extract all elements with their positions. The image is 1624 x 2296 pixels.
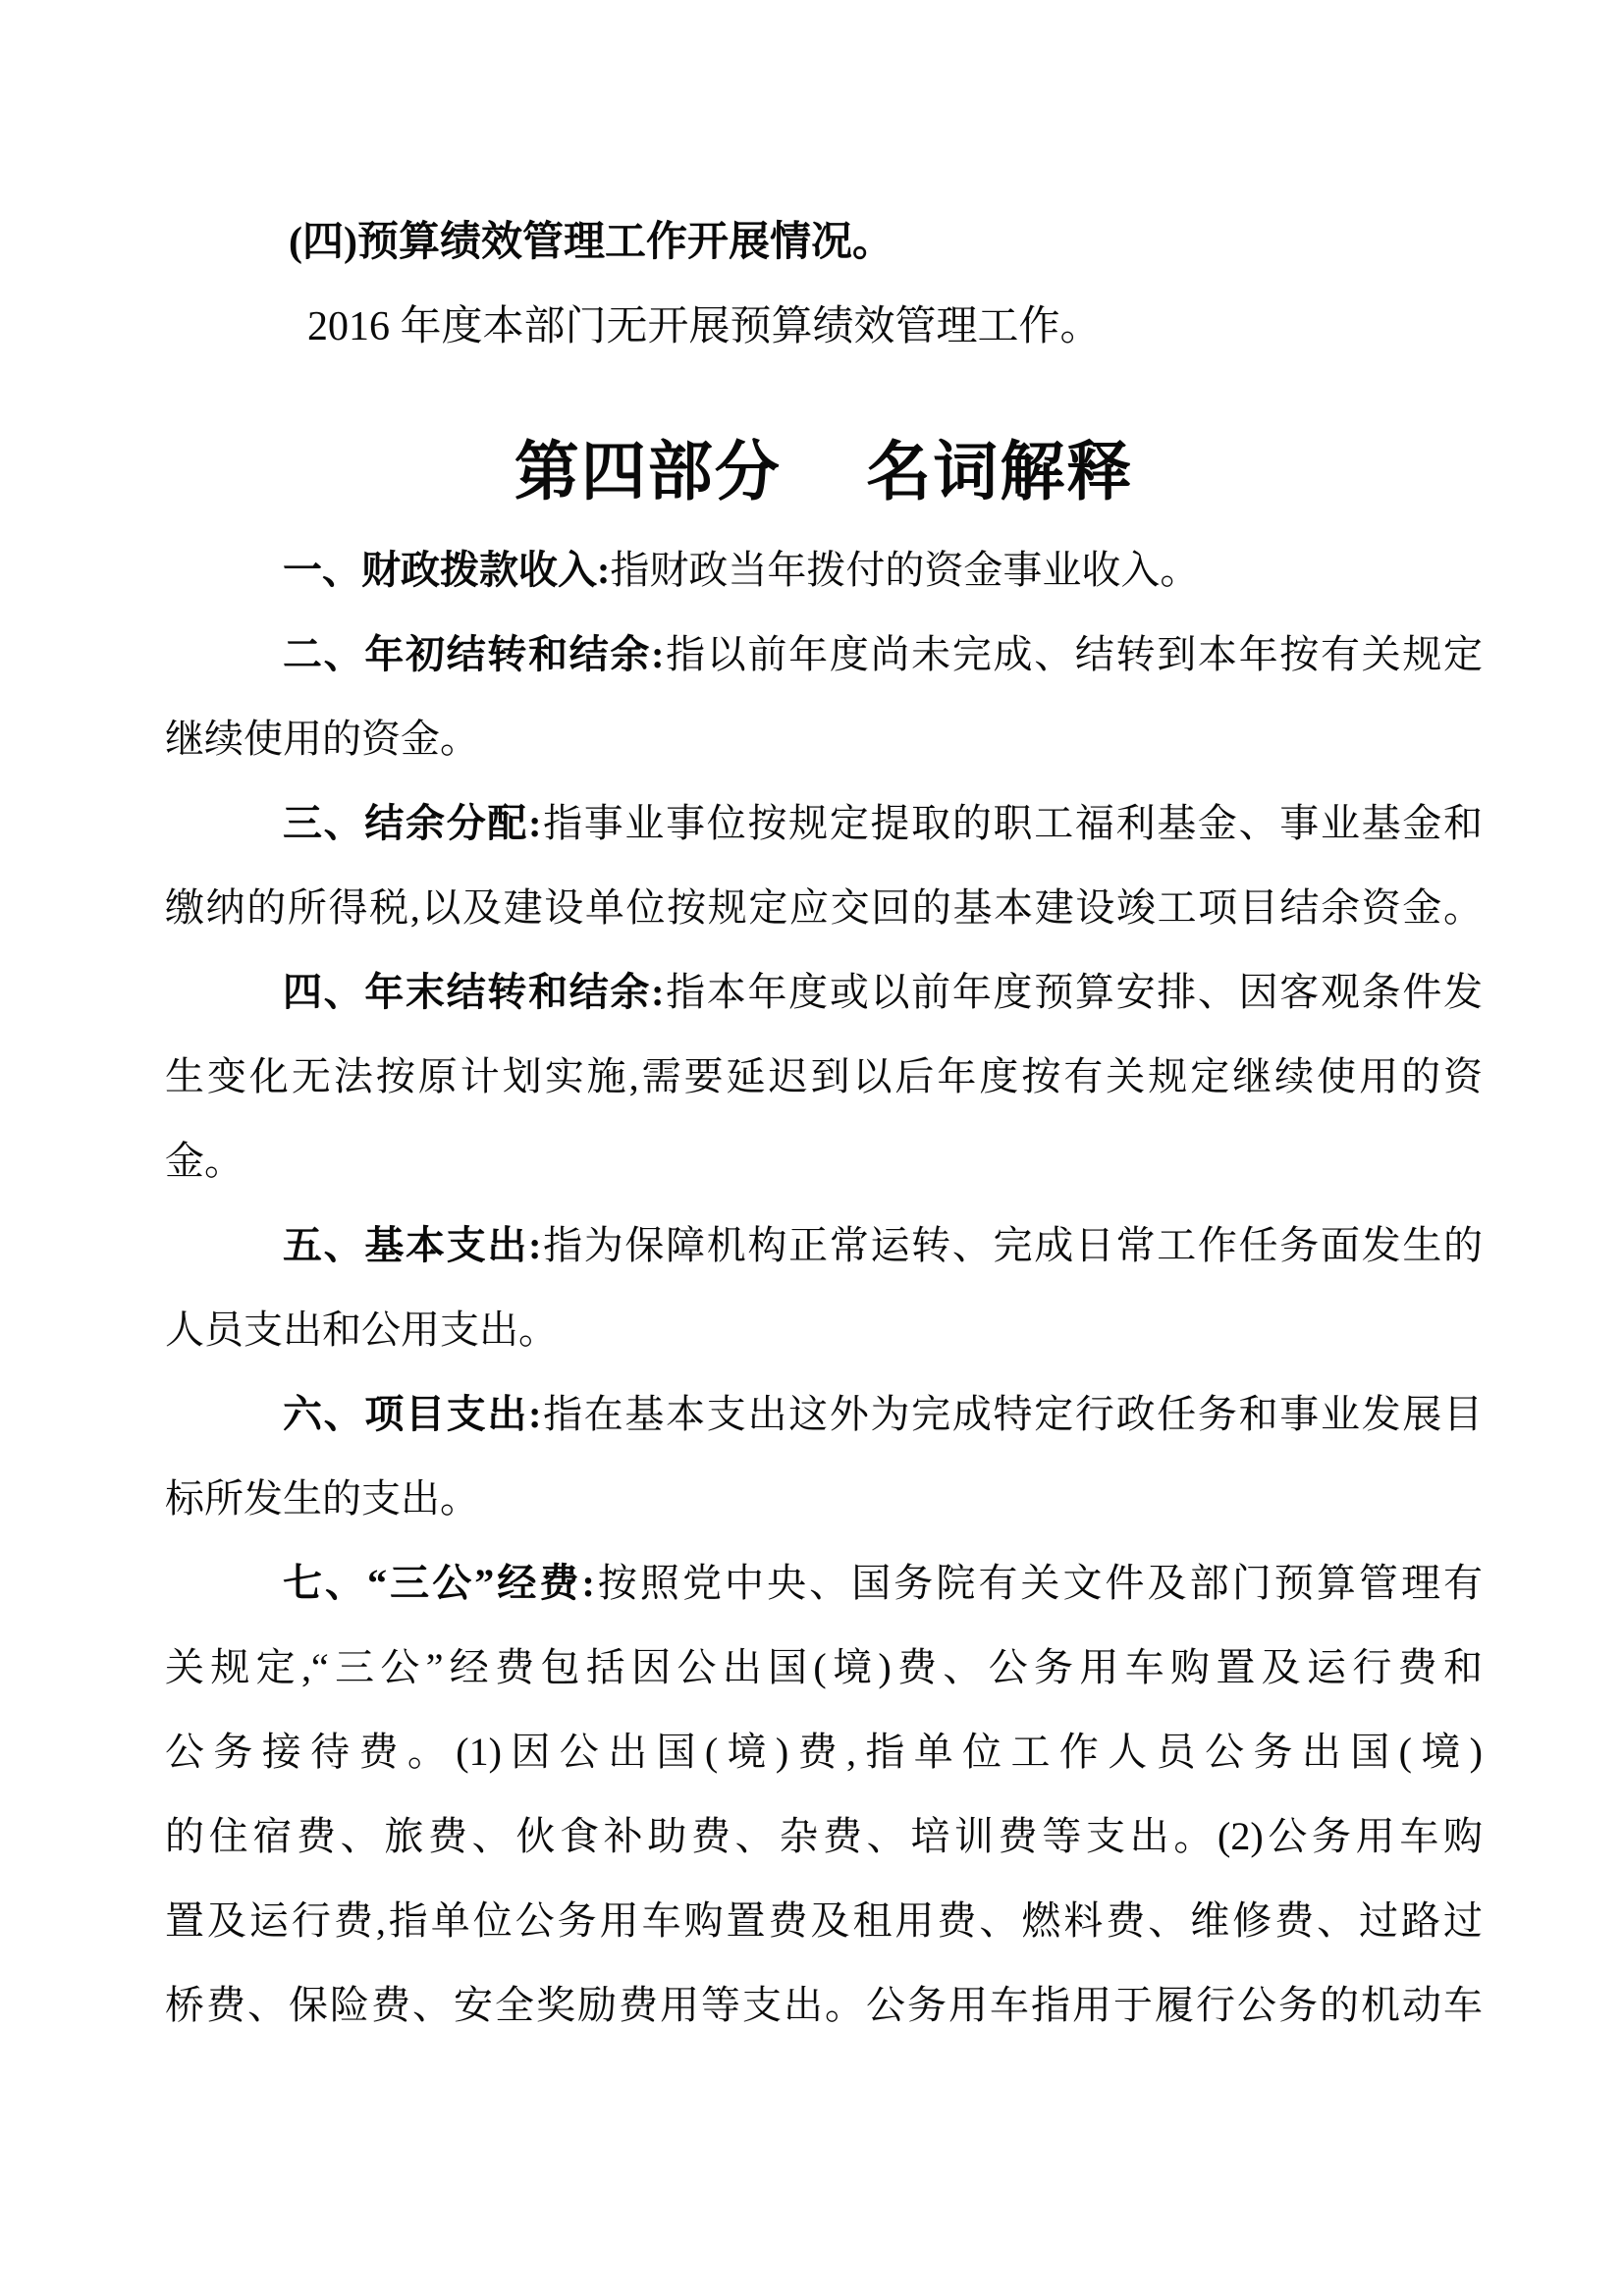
definition-paragraph-6 — [165, 1372, 1483, 1541]
definitions-list — [165, 528, 1483, 2048]
part-title: 第四部分 名词解释 — [514, 437, 1134, 508]
definition-term: 七、“三公”经费: — [283, 1561, 595, 1605]
subsection-heading: (四)预算绩效管理工作开展情况。 — [289, 220, 893, 265]
paragraph-line — [165, 950, 1483, 1035]
definition-paragraph-4 — [165, 950, 1483, 1203]
paragraph-line — [165, 1457, 1483, 1541]
definition-text: 置及运行费,指单位公务用车购置费及租用费、燃料费、维修费、过路过 — [165, 1898, 1483, 1943]
definition-text: 生变化无法按原计划实施,需要延迟到以后年度按有关规定继续使用的资 — [165, 1054, 1483, 1098]
paragraph-line — [165, 1963, 1483, 2048]
definition-text: 关规定,“三公”经费包括因公出国(境)费、公务用车购置及运行费和 — [165, 1645, 1483, 1689]
definition-text: 继续使用的资金。 — [165, 717, 479, 761]
definition-term: 六、项目支出: — [283, 1392, 542, 1436]
definition-text: 标所发生的支出。 — [165, 1476, 479, 1521]
definition-term: 二、年初结转和结余: — [283, 632, 665, 676]
definition-paragraph-3 — [165, 781, 1483, 950]
paragraph-line — [165, 1288, 1483, 1372]
definition-term: 四、年末结转和结余: — [283, 970, 665, 1014]
paragraph-line — [165, 1541, 1483, 1626]
definition-text: 桥费、保险费、安全奖励费用等支出。公务用车指用于履行公务的机动车 — [165, 1983, 1483, 2027]
paragraph-line — [165, 1035, 1483, 1119]
paragraph-line — [165, 528, 1483, 613]
definition-text: 公务接待费。(1)因公出国(境)费,指单位工作人员公务出国(境) — [165, 1730, 1483, 1774]
definition-text: 指事业事位按规定提取的职工福利基金、事业基金和 — [541, 801, 1483, 845]
paragraph-line — [165, 1372, 1483, 1457]
definition-paragraph-7 — [165, 1541, 1483, 2048]
definition-text: 的住宿费、旅费、伙食补助费、杂费、培训费等支出。(2)公务用车购 — [165, 1814, 1483, 1858]
definition-term: 五、基本支出: — [283, 1223, 542, 1267]
definition-text: 指以前年度尚未完成、结转到本年按有关规定 — [664, 632, 1484, 676]
paragraph-line — [165, 1203, 1483, 1288]
document-page — [165, 0, 1483, 2048]
paragraph-line — [165, 1794, 1483, 1879]
definition-paragraph-2 — [165, 613, 1483, 781]
paragraph-line — [165, 781, 1483, 866]
definition-text: 缴纳的所得税,以及建设单位按规定应交回的基本建设竣工项目结余资金。 — [165, 885, 1483, 930]
definition-term: 三、结余分配: — [283, 801, 542, 845]
definition-paragraph-5 — [165, 1203, 1483, 1372]
paragraph-line — [165, 697, 1483, 781]
paragraph-line — [165, 1626, 1483, 1710]
definition-paragraph-1 — [165, 528, 1483, 613]
definition-text: 指本年度或以前年度预算安排、因客观条件发 — [664, 970, 1484, 1014]
definition-text: 指在基本支出这外为完成特定行政任务和事业发展目 — [541, 1392, 1483, 1436]
definition-text: 按照党中央、国务院有关文件及部门预算管理有 — [594, 1561, 1484, 1605]
paragraph-line — [165, 1710, 1483, 1794]
definition-text: 指为保障机构正常运转、完成日常工作任务面发生的 — [541, 1223, 1483, 1267]
subsection-body-text: 2016 年度本部门无开展预算绩效管理工作。 — [307, 304, 1102, 349]
definition-text: 人员支出和公用支出。 — [165, 1308, 558, 1352]
definition-term: 一、财政拨款收入: — [283, 548, 611, 592]
paragraph-line — [165, 1879, 1483, 1963]
paragraph-line — [165, 1119, 1483, 1203]
definition-text: 金。 — [165, 1139, 244, 1183]
definition-text: 指财政当年拨付的资金事业收入。 — [610, 548, 1200, 592]
paragraph-line — [165, 866, 1483, 950]
paragraph-line — [165, 613, 1483, 697]
